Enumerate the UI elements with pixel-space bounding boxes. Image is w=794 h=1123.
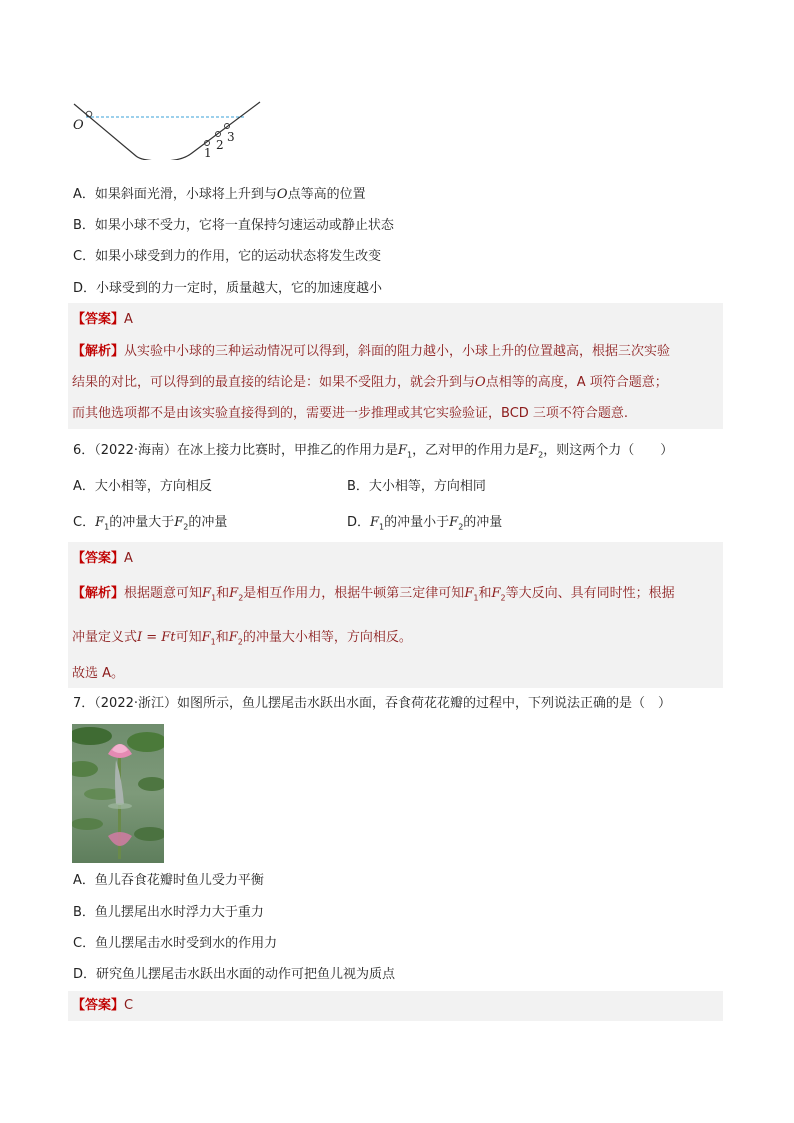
q7-answer-box — [68, 991, 723, 1021]
q7-option-a: A．鱼儿吞食花瓣时鱼儿受力平衡 — [73, 873, 264, 888]
q7-option-c: C．鱼儿摆尾击水时受到水的作用力 — [73, 936, 278, 951]
incline-figure — [70, 98, 265, 160]
q5-analysis-line-1: 【解析】从实验中小球的三种运动情况可以得到，斜面的阻力越小，小球上升的位置越高，根据三次实验 — [72, 344, 671, 359]
q6-option-d: D．$F_1$的冲量小于$F_2$的冲量 — [347, 515, 503, 532]
q5-answer: 【答案】A — [72, 312, 133, 327]
label-o: O — [73, 118, 84, 133]
label-3: 3 — [227, 130, 235, 144]
q6-analysis-line-3: 故选 A。 — [72, 666, 125, 681]
q5-analysis-line-2: 结果的对比，可以得到的最直接的结论是：如果不受阻力，就会升到与O点相等的高度，A 项符合题意； — [72, 375, 668, 390]
q6-option-a: A．大小相等，方向相反 — [73, 479, 212, 494]
q6-analysis-line-1: 【解析】根据题意可知$F_1$和$F_2$是相互作用力，根据牛顿第三定律可知$F_1$和$F_2$等大反向、具有同时性；根据 — [72, 586, 675, 603]
q5-answer-box — [68, 303, 723, 429]
q7-answer: 【答案】C — [72, 998, 134, 1013]
q6-stem: 6．（2022·海南）在冰上接力比赛时，甲推乙的作用力是$F_1$，乙对甲的作用力是$F_2$，则这两个力（ ） — [73, 443, 674, 460]
q6-answer-box — [68, 542, 723, 688]
fish-lotus-photo — [72, 724, 164, 863]
q5-option-a: A．如果斜面光滑，小球将上升到与O点等高的位置 — [73, 187, 366, 202]
q5-option-d: D．小球受到的力一定时，质量越大，它的加速度越小 — [73, 281, 383, 296]
q7-option-b: B．鱼儿摆尾出水时浮力大于重力 — [73, 905, 264, 920]
q5-option-b: B．如果小球不受力，它将一直保持匀速运动或静止状态 — [73, 218, 394, 233]
label-2: 2 — [216, 138, 224, 152]
q6-analysis-line-2: 冲量定义式I = Ft可知$F_1$和$F_2$的冲量大小相等，方向相反。 — [72, 630, 412, 647]
q7-stem: 7．（2022·浙江）如图所示，鱼儿摆尾击水跃出水面，吞食荷花花瓣的过程中，下列说法正确的是（ ） — [73, 696, 671, 711]
impulse-formula: I = Ft — [137, 630, 176, 645]
q6-option-c: C．$F_1$的冲量大于$F_2$的冲量 — [73, 515, 228, 532]
q7-option-d: D．研究鱼儿摆尾击水跃出水面的动作可把鱼儿视为质点 — [73, 967, 396, 982]
q5-option-c: C．如果小球受到力的作用，它的运动状态将发生改变 — [73, 249, 382, 264]
q5-analysis-line-3: 而其他选项都不是由该实验直接得到的，需要进一步推理或其它实验验证，BCD 三项不符合题意. — [72, 406, 629, 421]
q6-answer: 【答案】A — [72, 551, 133, 566]
q6-option-b: B．大小相等，方向相同 — [347, 479, 486, 494]
label-1: 1 — [204, 146, 212, 160]
